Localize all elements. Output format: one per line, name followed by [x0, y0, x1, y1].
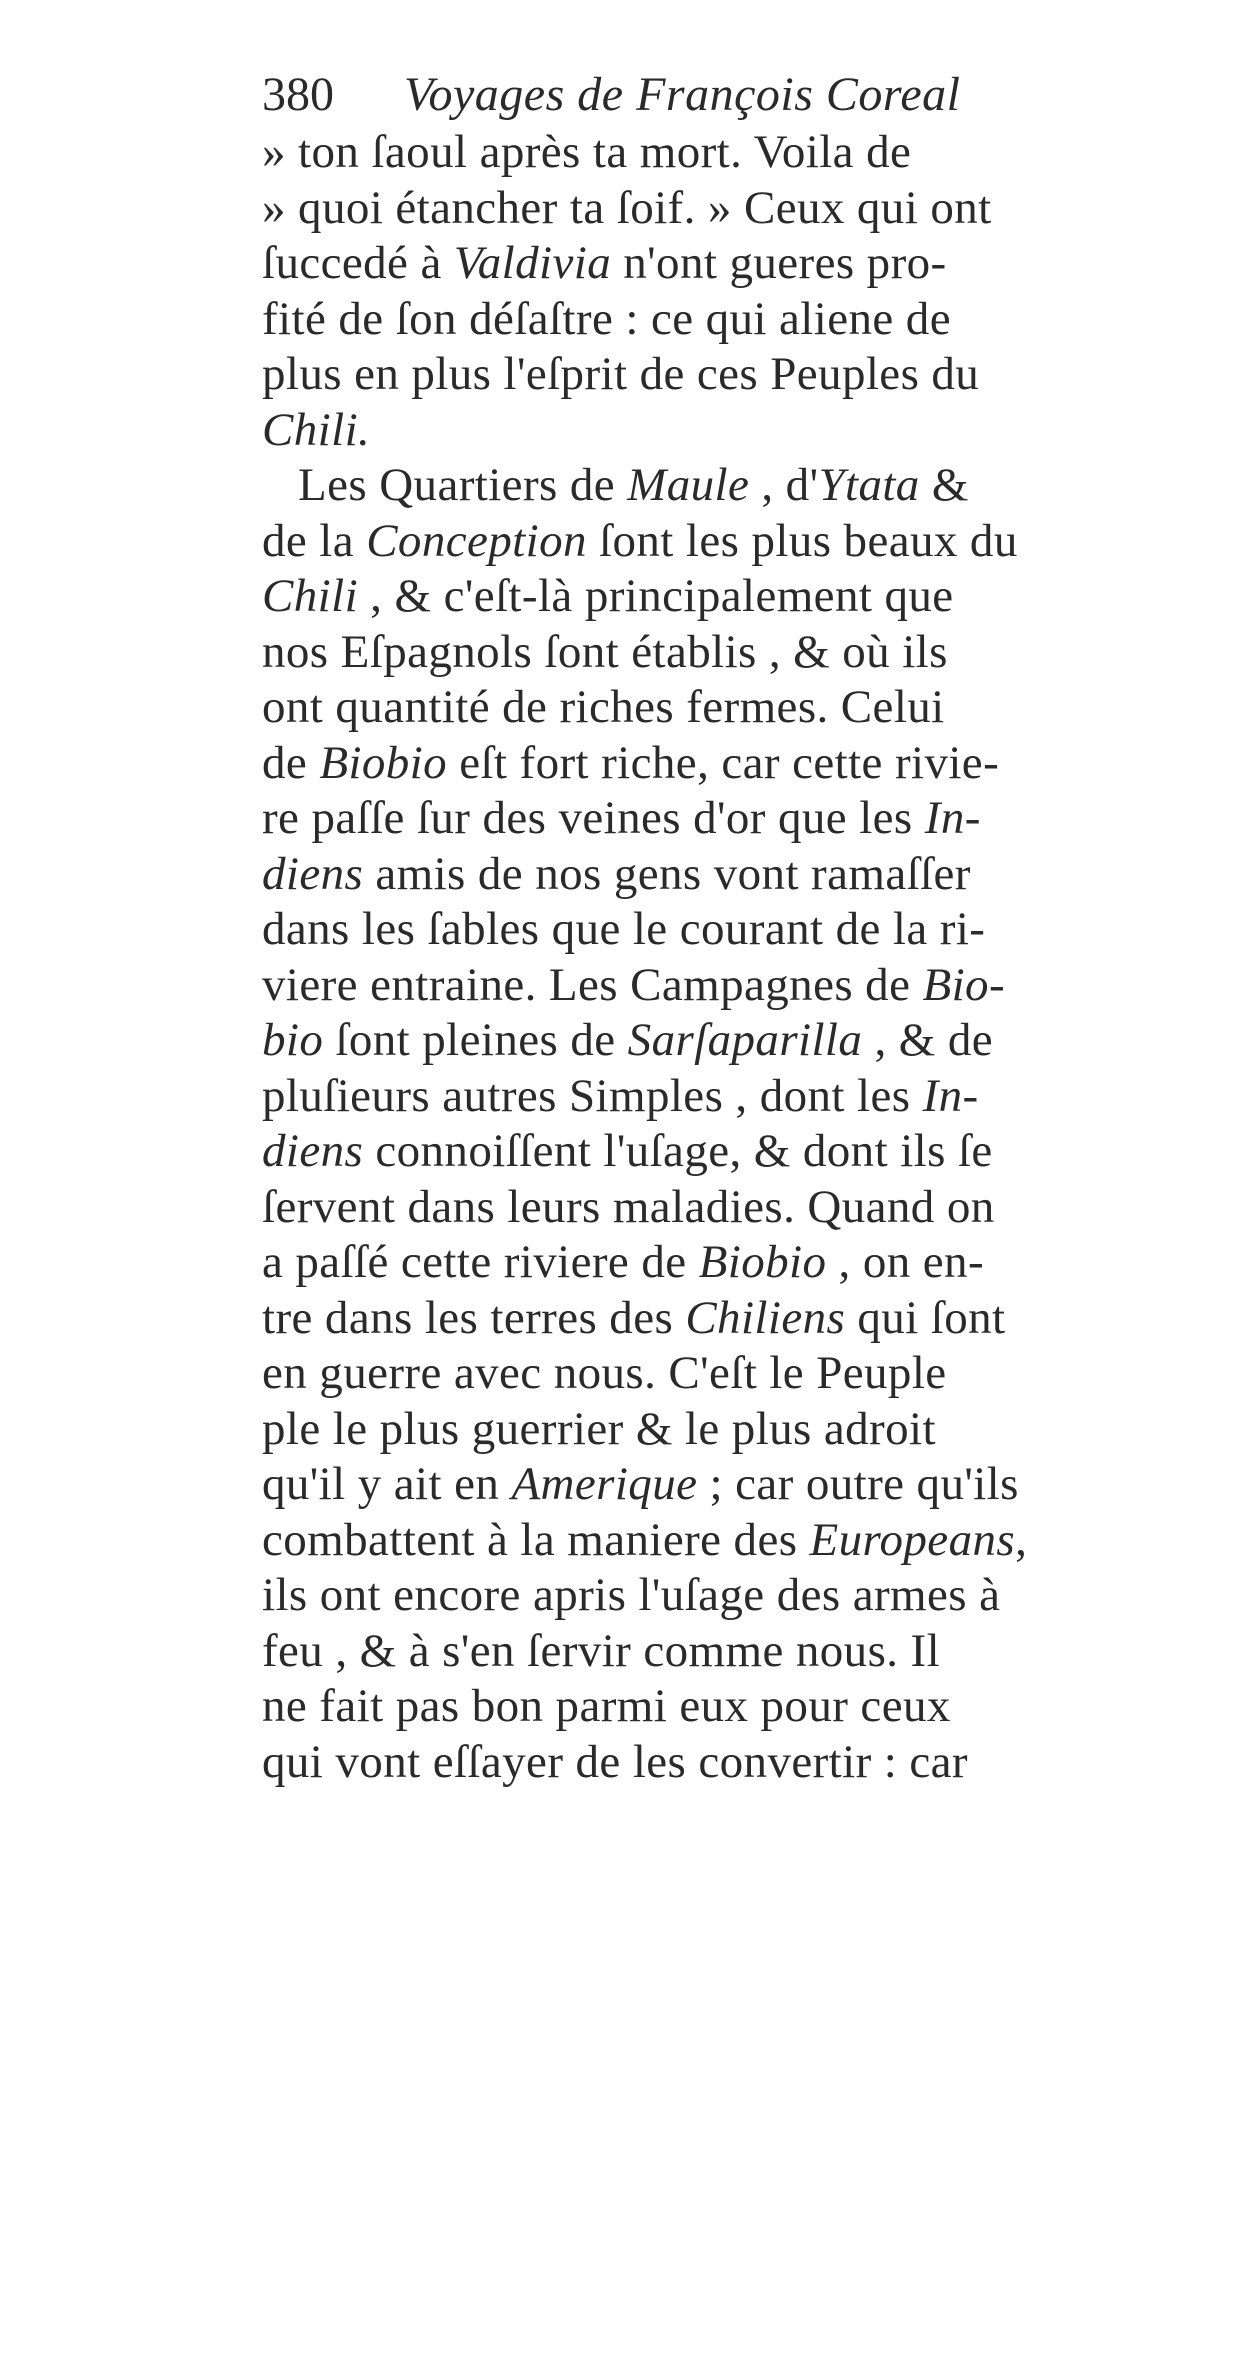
italic-text: Maule	[627, 459, 750, 511]
text-line	[262, 958, 1237, 1014]
text-segment: tre dans les terres des	[262, 1291, 686, 1344]
text-segment: a paſſé cette riviere de	[262, 1236, 699, 1288]
text-line	[262, 1679, 1237, 1735]
text-segment: ſervent dans leurs maladies. Quand on	[262, 1180, 995, 1233]
text-line	[262, 1513, 1237, 1569]
text-segment: ; car outre qu'ils	[697, 1458, 1019, 1510]
text-line	[262, 125, 1237, 181]
text-line	[262, 1291, 1237, 1347]
text-segment: ne fait pas bon parmi eux pour ceux	[262, 1680, 951, 1732]
text-segment: ont quantité de riches fermes. Celui	[262, 681, 945, 733]
text-segment: viere entraine. Les Campagnes de	[262, 958, 923, 1011]
page-header	[262, 60, 1162, 130]
italic-text: bio	[262, 1014, 324, 1066]
text-line	[262, 1013, 1237, 1069]
text-line	[262, 1624, 1237, 1680]
italic-text: In-	[924, 792, 981, 844]
text-segment: ſont les plus beaux du	[586, 514, 1018, 567]
text-segment: &	[919, 459, 969, 511]
text-segment: ,	[1015, 1513, 1028, 1566]
text-segment: » ton ſaoul après ta mort. Voila de	[262, 126, 912, 178]
text-line	[262, 569, 1237, 625]
italic-text: Chiliens	[685, 1291, 846, 1344]
running-title: Voyages de François Coreal	[404, 68, 961, 121]
text-line	[262, 1180, 1237, 1236]
text-line	[262, 514, 1237, 570]
text-segment: amis de nos gens vont ramaſſer	[363, 847, 971, 900]
text-line	[262, 1124, 1237, 1180]
text-segment: ils ont encore apris l'uſage des armes à	[262, 1569, 1001, 1621]
italic-text: Sarſaparilla	[627, 1014, 863, 1066]
text-segment: connoiſſent l'uſage, & dont ils ſe	[363, 1125, 993, 1177]
italic-text: In-	[922, 1069, 979, 1122]
page-number: 380	[262, 68, 334, 121]
italic-text: Conception	[366, 514, 587, 567]
text-line	[262, 347, 1237, 403]
text-line	[262, 1346, 1237, 1402]
italic-text: diens	[262, 1125, 364, 1177]
text-segment: n'ont gueres pro-	[611, 237, 947, 289]
text-line	[262, 181, 1237, 237]
text-segment: fité de ſon déſaſtre : ce qui aliene de	[262, 292, 951, 345]
text-segment: plus en plus l'eſprit de ces Peuples du	[262, 348, 980, 400]
italic-text: Europeans	[809, 1513, 1016, 1566]
text-segment: dans les ſables que le courant de la ri-	[262, 903, 986, 955]
text-line	[262, 1568, 1237, 1624]
text-segment: , on en-	[826, 1236, 985, 1288]
text-segment: , & de	[862, 1014, 994, 1066]
text-segment: feu , & à s'en ſervir comme nous. Il	[262, 1624, 941, 1677]
body-text	[262, 125, 1237, 1790]
text-segment: nos Eſpagnols ſont établis , & où ils	[262, 625, 948, 678]
text-segment: qui vont eſſayer de les convertir : car	[262, 1735, 968, 1788]
text-line	[262, 625, 1237, 681]
text-segment: de	[262, 736, 320, 789]
italic-text: diens	[262, 847, 364, 900]
text-segment: qui ſont	[845, 1291, 1006, 1344]
text-segment: re paſſe ſur des veines d'or que les	[262, 792, 925, 844]
text-line	[262, 292, 1237, 348]
text-line	[262, 403, 1237, 459]
italic-text: Valdivia	[453, 237, 612, 289]
text-segment: Les Quartiers de	[298, 459, 628, 511]
text-line	[262, 236, 1237, 292]
text-segment: , d'	[749, 459, 819, 511]
text-segment: ple le plus guerrier & le plus adroit	[262, 1402, 936, 1455]
text-segment: en guerre avec nous. C'eſt le Peuple	[262, 1347, 947, 1399]
text-segment: eſt fort riche, car cette rivie-	[447, 736, 1000, 789]
text-line	[262, 1735, 1237, 1791]
text-segment: ſont pleines de	[323, 1014, 628, 1066]
italic-text: Bio-	[922, 958, 1006, 1011]
italic-text: Chili.	[262, 403, 371, 456]
text-line	[262, 902, 1237, 958]
text-line	[262, 1457, 1237, 1513]
text-line	[262, 1069, 1237, 1125]
italic-text: Amerique	[511, 1458, 698, 1510]
text-line	[262, 791, 1237, 847]
text-line	[262, 680, 1237, 736]
text-segment: , & c'eſt-là principalement que	[358, 570, 954, 622]
text-line	[262, 736, 1237, 792]
text-line	[262, 458, 1237, 514]
text-line	[262, 847, 1237, 903]
italic-text: Chili	[262, 570, 359, 622]
text-line	[262, 1235, 1237, 1291]
text-segment: de la	[262, 514, 367, 567]
italic-text: Ytata	[818, 459, 920, 511]
italic-text: Biobio	[698, 1236, 827, 1288]
text-segment: pluſieurs autres Simples , dont les	[262, 1069, 923, 1122]
text-segment: ſuccedé à	[262, 237, 454, 289]
text-line	[262, 1402, 1237, 1458]
italic-text: Biobio	[319, 736, 448, 789]
text-segment: combattent à la maniere des	[262, 1513, 810, 1566]
text-segment: » quoi étancher ta ſoif. » Ceux qui ont	[262, 181, 992, 234]
text-segment: qu'il y ait en	[262, 1458, 512, 1510]
